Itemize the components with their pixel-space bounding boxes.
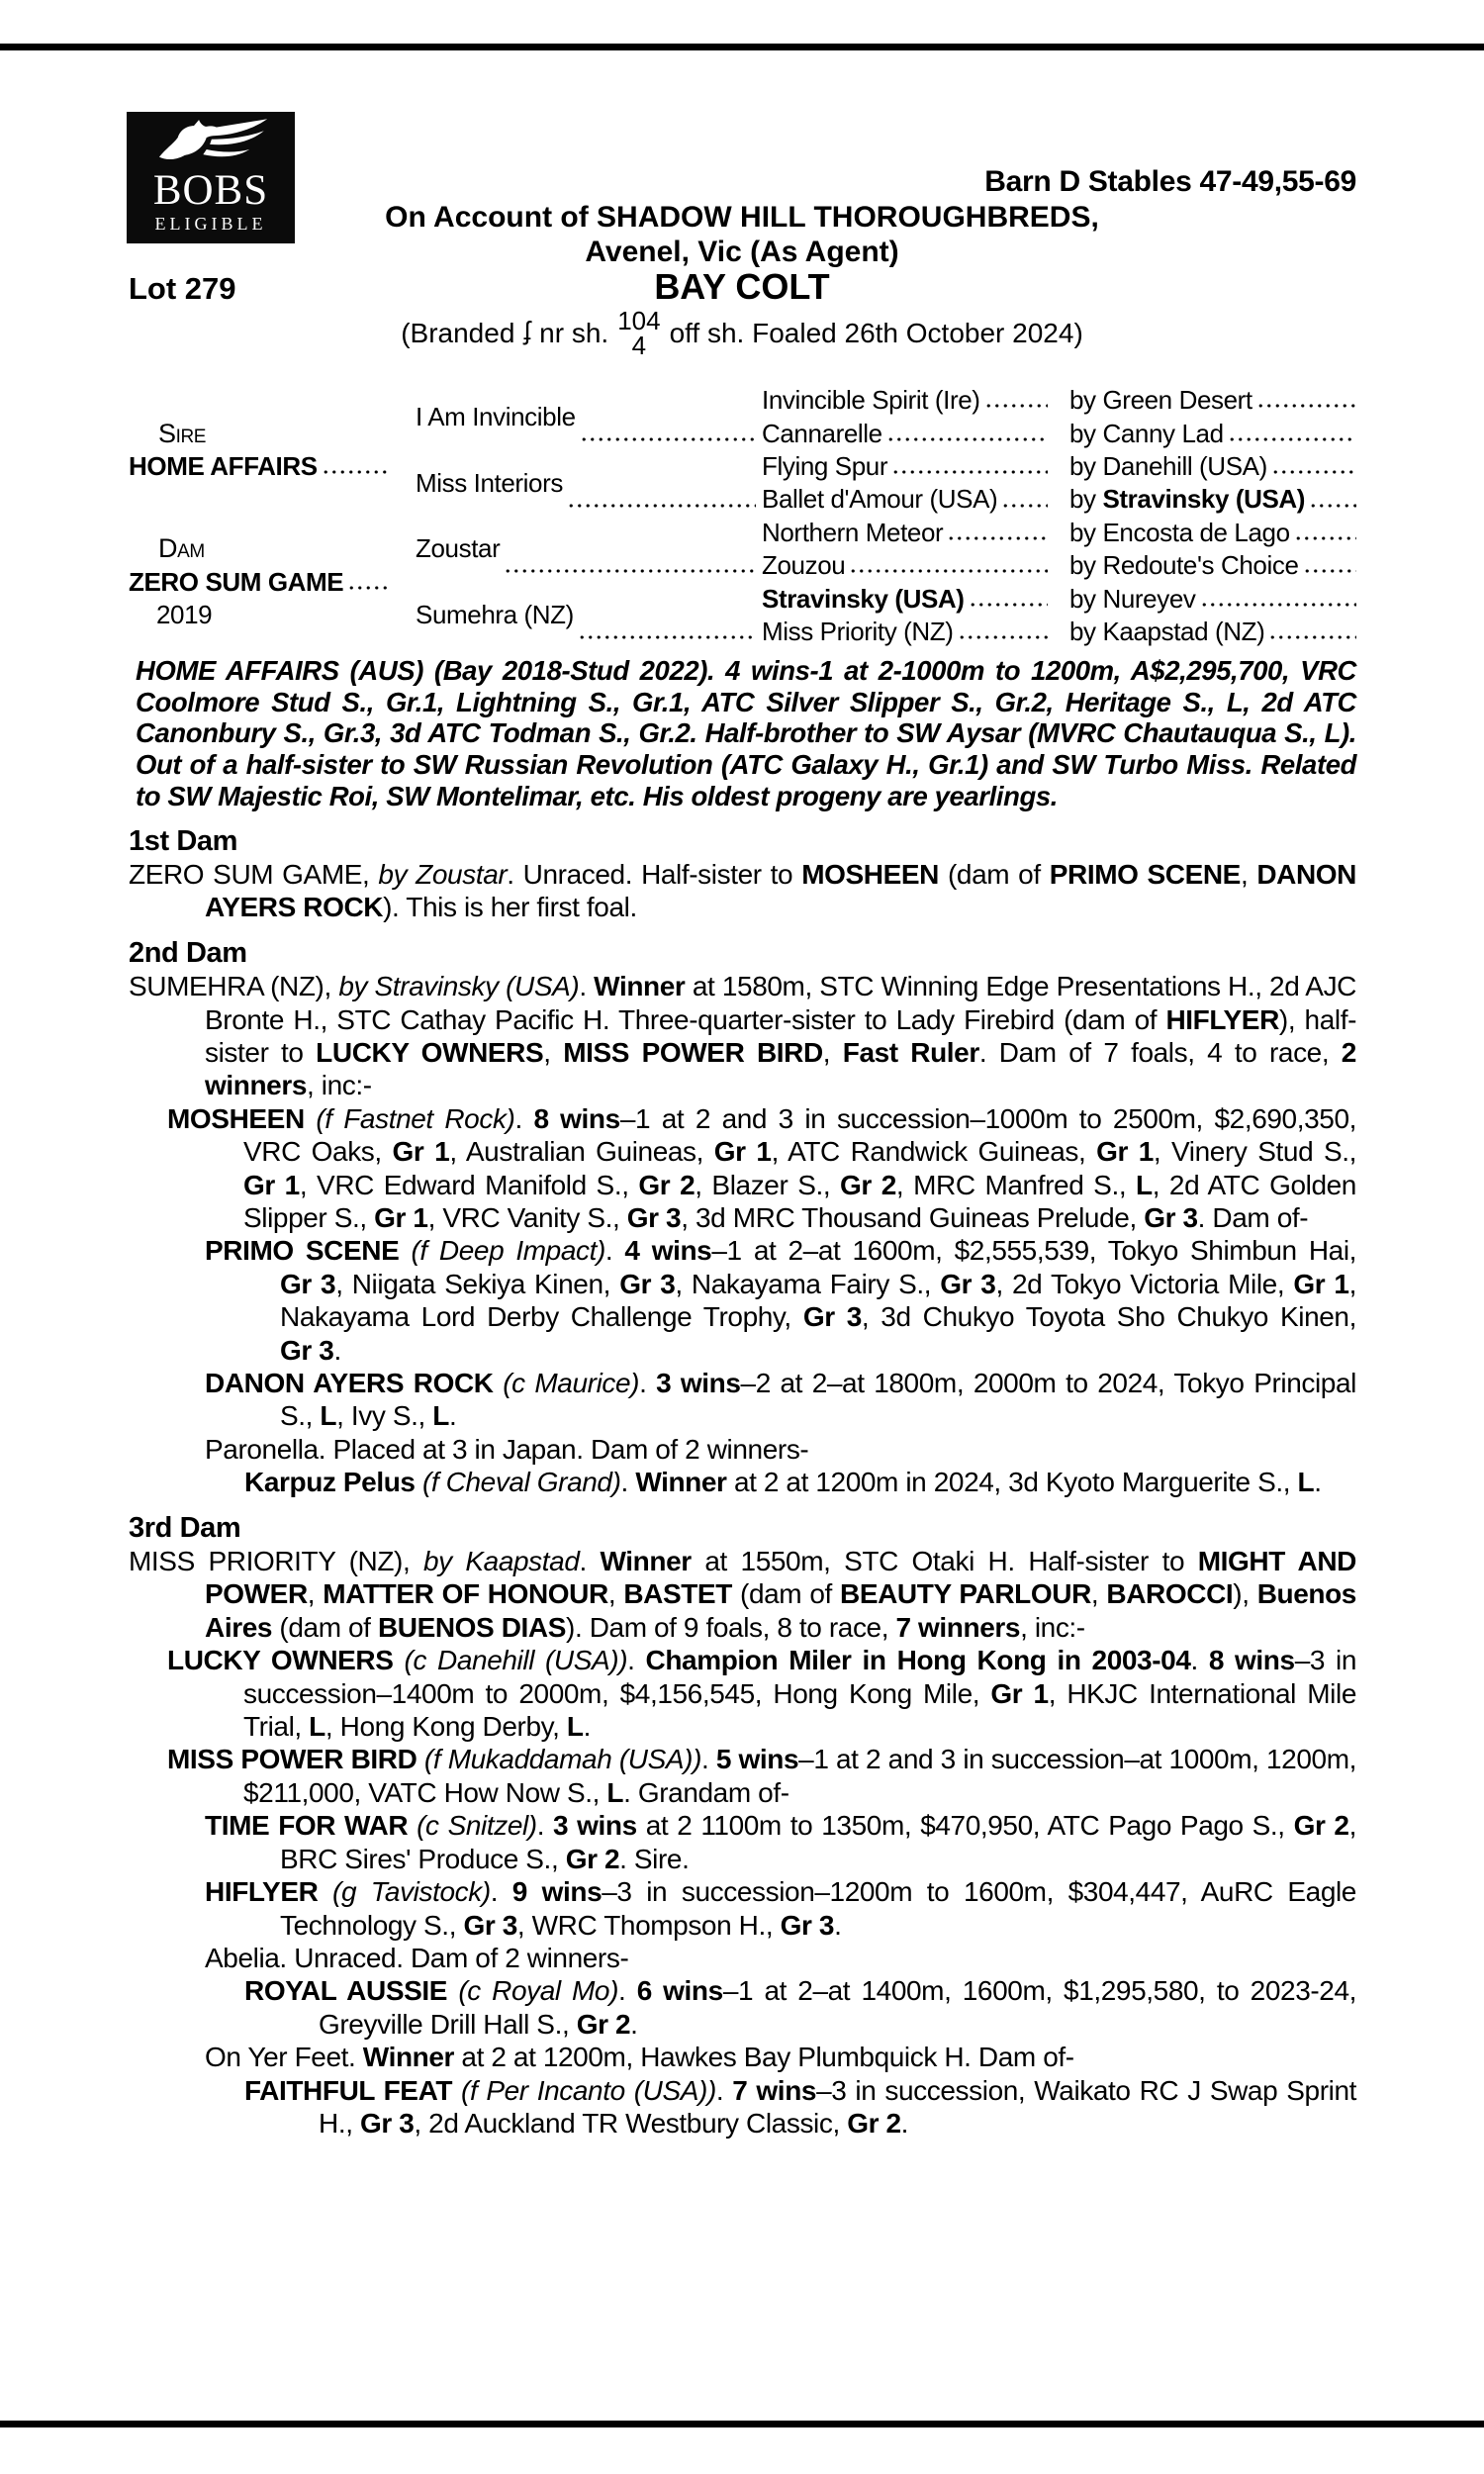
text-segment: Gr 3 <box>780 1909 835 1941</box>
text-segment: , Niigata Sekiya Kinen, <box>335 1268 620 1299</box>
text-segment: . <box>834 1909 842 1941</box>
ancestor-sire-text: by Encosta de Lago <box>1069 517 1290 547</box>
ancestor-sire <box>1069 582 1356 615</box>
ancestor-name <box>762 549 1069 582</box>
text-segment: . <box>1190 1645 1209 1676</box>
text-segment: Gr 2 <box>847 2107 901 2139</box>
ancestor-name-text: Miss Priority (NZ) <box>762 616 954 646</box>
ancestor-sire-text: by Green Desert <box>1069 385 1252 416</box>
text-segment: , BRC Sires' Produce S., <box>280 1810 1356 1874</box>
text-segment: 3 wins <box>656 1368 741 1399</box>
parent-name <box>416 517 762 583</box>
dot-leader <box>322 450 390 483</box>
text-segment: 7 winners <box>895 1611 1021 1643</box>
text-segment: –1 at 2–at 1400m, 1600m, $1,295,580, to 2023-24, Greyville Drill Hall S., <box>319 1975 1357 2040</box>
ancestor-sire-text: by Danehill (USA) <box>1069 450 1267 481</box>
progeny-entry <box>129 1974 1356 2041</box>
text-segment: BUENOS DIAS <box>377 1611 567 1643</box>
text-segment: . <box>583 1711 592 1743</box>
ancestor-name-text: Invincible Spirit (Ire) <box>762 385 980 416</box>
text-segment: 5 wins <box>715 1744 799 1775</box>
text-segment: 4 wins <box>624 1235 712 1267</box>
text-segment: PRIMO SCENE <box>205 1235 412 1267</box>
text-segment: Gr 1 <box>990 1677 1049 1709</box>
ancestor-name-text: Northern Meteor <box>762 517 944 547</box>
text-segment: Gr 1 <box>243 1169 300 1200</box>
parent-name <box>416 384 762 450</box>
text-segment: . <box>630 2008 638 2040</box>
text-segment: Gr 3 <box>463 1909 517 1941</box>
brand-symbol: ʄ <box>523 315 531 345</box>
text-segment: . <box>604 1235 625 1267</box>
bottom-rule <box>0 2421 1484 2427</box>
dot-leader <box>580 384 756 450</box>
logo-text-eligible: ELIGIBLE <box>154 214 267 234</box>
text-segment: Gr 1 <box>1293 1268 1349 1299</box>
text-segment: . <box>701 1744 716 1775</box>
parent-name-text: Sumehra (NZ) <box>416 600 574 630</box>
text-segment: –2 at 2–at 1800m, 2000m to 2024, Tokyo Principal S., <box>280 1368 1356 1432</box>
text-segment: –3 in succession–1400m to 2000m, $4,156,545, Hong Kong Mile, <box>243 1645 1357 1709</box>
text-segment: (f Mukaddamah (USA)) <box>423 1744 701 1775</box>
text-segment: Gr 3 <box>280 1334 334 1366</box>
dot-leader <box>1309 483 1356 516</box>
dam-year: 2019 <box>156 600 213 630</box>
dot-leader <box>1200 582 1357 615</box>
lot-number: Lot 279 <box>129 271 236 306</box>
dot-leader <box>567 450 756 517</box>
text-segment: Gr 3 <box>280 1268 336 1299</box>
text-segment: Champion Miler in Hong Kong in 2003-04 <box>645 1645 1191 1676</box>
text-segment: ). Dam of 9 foals, 8 to race, <box>566 1611 896 1643</box>
parent-name-text: Zoustar <box>416 533 501 564</box>
text-segment: Buenos Aires <box>205 1578 1356 1643</box>
ancestor-sire-name: Encosta de Lago <box>1102 517 1290 547</box>
dam-name: ZERO SUM GAME <box>129 566 416 599</box>
sire-label: Sire <box>158 418 207 448</box>
text-segment: (dam of <box>731 1578 841 1610</box>
ancestor-sire <box>1069 616 1356 648</box>
text-segment: , <box>607 1578 624 1610</box>
parent-name <box>416 582 762 648</box>
text-segment: . <box>639 1368 657 1399</box>
text-segment: SUMEHRA (NZ), <box>129 971 339 1002</box>
text-segment: . <box>900 2107 909 2139</box>
text-segment: . <box>579 1546 601 1577</box>
progeny-entry <box>129 1875 1356 1942</box>
pedigree-table <box>129 384 1356 648</box>
text-segment: , Nakayama Lord Derby Challenge Trophy, <box>280 1268 1356 1333</box>
ancestor-sire-text: by Kaapstad (NZ) <box>1069 616 1265 646</box>
text-segment: Gr 2 <box>840 1169 896 1200</box>
text-segment: . Grandam of- <box>623 1776 789 1808</box>
text-segment: . <box>579 971 595 1002</box>
text-segment: L <box>566 1711 584 1743</box>
progeny-entry <box>129 1809 1356 1875</box>
text-segment: , MRC Manfred S., <box>895 1169 1137 1200</box>
ancestor-sire-name: Redoute's Choice <box>1102 550 1299 581</box>
dot-leader <box>969 582 1048 615</box>
text-segment: at 2 1100m to 1350m, $470,950, ATC Pago Pago S., <box>636 1810 1294 1842</box>
brand-number <box>617 306 661 360</box>
sire-comment-paragraph: HOME AFFAIRS (AUS) (Bay 2018-Stud 2022). 4 wins-1 at 2-1000m to 1200m, A$2,295,700, VRC Coolmore Stud S., Gr.1, Lightning S., Gr.1, ATC Silver Slipper S., Gr.2, Heritage S., L, 2d ATC Canonbury S., Gr.3, 3d ATC Todman S., Gr.2. Half-brother to SW Aysar (MVRC Chautauqua S., L). Out of a half-sister to SW Russian Revolution (ATC Galaxy H., Gr.1) and SW Turbo Miss. Related to SW Majestic Roi, SW Montelimar, etc. His oldest progeny are yearlings. <box>136 655 1356 811</box>
text-segment: at 2 at 1200m, Hawkes Bay Plumbquick H. Dam of- <box>454 2042 1074 2073</box>
text-segment: at 1550m, STC Otaki H. Half-sister to <box>691 1546 1198 1577</box>
ancestor-name-text: Zouzou <box>762 550 846 581</box>
text-segment: (c Maurice) <box>503 1368 640 1399</box>
ancestor-name <box>762 616 1069 648</box>
dot-leader <box>578 582 756 648</box>
text-segment: . <box>333 1334 341 1366</box>
progeny-entry <box>129 1102 1356 1235</box>
dot-leader <box>958 616 1048 648</box>
progeny-entry <box>129 2041 1356 2073</box>
progeny-entry <box>129 2074 1356 2141</box>
sire-group <box>129 384 416 517</box>
text-segment: , Blazer S., <box>695 1169 841 1200</box>
text-segment: . <box>627 1645 646 1676</box>
text-segment: MISS POWER BIRD <box>563 1036 823 1068</box>
ancestor-sire <box>1069 549 1356 582</box>
text-segment: , Hong Kong Derby, <box>325 1711 567 1743</box>
text-segment: Gr 3 <box>802 1301 862 1333</box>
parent-name-text: Miss Interiors <box>416 467 563 498</box>
dot-leader <box>1268 616 1356 648</box>
ancestor-sire <box>1069 417 1356 449</box>
text-segment: 8 wins <box>1208 1645 1295 1676</box>
ancestor-sire <box>1069 450 1356 483</box>
text-segment: Gr 3 <box>940 1268 996 1299</box>
text-segment: , VRC Vanity S., <box>427 1201 627 1233</box>
parent-name-text: I Am Invincible <box>416 401 576 431</box>
text-segment: . <box>715 2074 733 2106</box>
text-segment: Gr 3 <box>626 1201 682 1233</box>
text-segment: Gr 2 <box>576 2008 631 2040</box>
text-segment: PRIMO SCENE <box>1049 858 1241 890</box>
text-segment: –1 at 2 and 3 in succession–1000m to 2500m, $2,690,350, VRC Oaks, <box>243 1102 1356 1168</box>
ancestor-name-text: Flying Spur <box>762 450 888 481</box>
text-segment: MISS PRIORITY (NZ), <box>129 1546 423 1577</box>
ancestor-sire-name: Nureyev <box>1102 583 1196 614</box>
ancestor-sire-text: by Canny Lad <box>1069 418 1224 448</box>
text-segment: Gr 3 <box>619 1268 676 1299</box>
text-segment: (dam of <box>939 858 1050 890</box>
text-segment: FAITHFUL FEAT <box>244 2074 462 2106</box>
text-segment: , Ivy S., <box>336 1400 433 1432</box>
brand-number-top: 104 <box>617 306 661 335</box>
sire-name: HOME AFFAIRS <box>129 450 416 483</box>
section-heading: 2nd Dam <box>129 936 247 969</box>
text-segment: 2 winners <box>205 1036 1356 1101</box>
dot-leader <box>347 566 390 599</box>
text-segment: , <box>1090 1578 1107 1610</box>
ancestor-sire-name: Canny Lad <box>1102 418 1224 448</box>
text-segment: HIFLYER <box>205 1876 333 1908</box>
text-segment: . <box>449 1400 457 1432</box>
dam-sections <box>129 825 1356 2141</box>
text-segment: . <box>1314 1467 1322 1498</box>
text-segment: Gr 2 <box>565 1843 620 1874</box>
horse-title: BAY COLT <box>654 266 830 307</box>
text-segment: Gr 1 <box>374 1201 428 1233</box>
barn-location: Barn D Stables 47-49,55-69 <box>984 165 1356 198</box>
text-segment: , <box>543 1036 564 1068</box>
text-segment: , 3d MRC Thousand Guineas Prelude, <box>681 1201 1145 1233</box>
ancestor-sire <box>1069 483 1356 516</box>
dot-leader <box>1271 450 1356 483</box>
brand-near-shoulder-label: nr sh. <box>539 318 609 348</box>
text-segment: . Sire. <box>619 1843 690 1874</box>
ancestor-name <box>762 483 1069 516</box>
progeny-entry <box>129 1743 1356 1809</box>
top-rule <box>0 44 1484 50</box>
text-segment: –1 at 2 and 3 in succession–at 1000m, 1200m, $211,000, VATC How Now S., <box>243 1744 1356 1808</box>
text-segment: L <box>309 1711 325 1743</box>
dot-leader <box>886 417 1048 449</box>
ancestor-name <box>762 450 1069 483</box>
text-segment: , WRC Thompson H., <box>516 1909 781 1941</box>
dam-paragraph <box>129 1545 1356 1644</box>
text-segment: 9 wins <box>511 1876 603 1908</box>
progeny-entry <box>129 1942 1356 1974</box>
text-segment: . Dam of- <box>1197 1201 1309 1233</box>
text-segment: ), half-sister to <box>205 1003 1356 1068</box>
text-segment: (f Fastnet Rock) <box>316 1102 515 1134</box>
text-segment: , 2d ATC Golden Slipper S., <box>243 1169 1356 1233</box>
ancestor-name <box>762 517 1069 549</box>
text-segment: Gr 3 <box>1144 1201 1198 1233</box>
text-segment: . Unraced. Half-sister to <box>507 858 802 890</box>
dot-leader <box>1303 549 1356 582</box>
progeny-entry <box>129 1466 1356 1498</box>
pedigree-text <box>129 655 1356 2140</box>
progeny-entry <box>129 1234 1356 1367</box>
text-segment: Gr 3 <box>359 2107 415 2139</box>
dam-group <box>129 517 416 649</box>
dot-leader <box>1001 483 1048 516</box>
text-segment: Abelia. Unraced. Dam of 2 winners- <box>205 1942 629 1973</box>
text-segment: (f Deep Impact) <box>411 1235 605 1267</box>
progeny-entry <box>129 1433 1356 1466</box>
text-segment: ), <box>1233 1578 1257 1610</box>
ancestor-sire-text: by Nureyev <box>1069 583 1196 614</box>
logo-text-bobs: BOBS <box>152 167 269 214</box>
progeny-entry <box>129 1644 1356 1743</box>
text-segment: ). This is her first foal. <box>383 892 637 923</box>
brand-suffix: off sh. Foaled 26th October 2024) <box>669 318 1083 348</box>
ancestor-name-text: Stravinsky (USA) <box>762 583 965 614</box>
section-heading: 1st Dam <box>129 824 238 857</box>
text-segment: 8 wins <box>533 1102 620 1134</box>
text-segment: Fast Ruler <box>842 1036 979 1068</box>
text-segment: L <box>432 1400 449 1432</box>
text-segment: ROYAL AUSSIE <box>244 1975 459 2007</box>
text-segment: Gr 2 <box>638 1169 696 1200</box>
text-segment: (dam of <box>272 1611 378 1643</box>
text-segment: (c Royal Mo) <box>458 1975 619 2007</box>
ancestor-sire <box>1069 517 1356 549</box>
text-segment: MATTER OF HONOUR <box>323 1578 608 1610</box>
ancestor-sire-name: Danehill (USA) <box>1102 450 1267 481</box>
text-segment: Paronella. Placed at 3 in Japan. Dam of 2 winners- <box>205 1433 809 1465</box>
dot-leader <box>947 517 1048 549</box>
text-segment: L <box>606 1776 624 1808</box>
text-segment: (f Cheval Grand) <box>421 1467 621 1498</box>
ancestor-name <box>762 384 1069 417</box>
text-segment: L <box>320 1400 337 1432</box>
text-segment: , Australian Guineas, <box>449 1136 714 1168</box>
text-segment: by Stravinsky (USA) <box>338 971 580 1002</box>
text-segment: BEAUTY PARLOUR <box>840 1578 1091 1610</box>
ancestor-name-text: Cannarelle <box>762 418 882 448</box>
text-segment: MIGHT AND POWER <box>205 1546 1356 1610</box>
text-segment: MOSHEEN <box>801 858 939 890</box>
ancestor-name <box>762 417 1069 449</box>
text-segment: –1 at 2–at 1600m, $2,555,539, Tokyo Shimbun Hai, <box>711 1235 1357 1267</box>
text-segment: Winner <box>594 971 686 1002</box>
ancestor-sire-name: Kaapstad (NZ) <box>1102 616 1265 646</box>
text-segment: . <box>514 1102 534 1134</box>
text-segment: Gr 1 <box>713 1136 772 1168</box>
text-segment: Winner <box>600 1546 692 1577</box>
text-segment: BASTET <box>623 1578 732 1610</box>
dot-leader <box>1294 517 1356 549</box>
text-segment: . <box>536 1810 554 1842</box>
text-segment: by Kaapstad <box>422 1546 580 1577</box>
text-segment: , <box>822 1036 843 1068</box>
text-segment: Winner <box>362 2042 455 2073</box>
text-segment: , ATC Randwick Guineas, <box>771 1136 1097 1168</box>
text-segment: Gr 2 <box>1293 1810 1349 1842</box>
dot-leader <box>849 549 1048 582</box>
brand-number-bottom: 4 <box>631 331 647 360</box>
text-segment: (f Per Incanto (USA)) <box>461 2074 716 2106</box>
text-segment: , 2d Tokyo Victoria Mile, <box>995 1268 1294 1299</box>
consignor-location: Avenel, Vic (As Agent) <box>585 236 899 268</box>
dot-leader <box>984 384 1048 417</box>
text-segment: LUCKY OWNERS <box>316 1036 544 1068</box>
text-segment: TIME FOR WAR <box>205 1810 417 1842</box>
text-segment: Gr 1 <box>1096 1136 1154 1168</box>
text-segment: –3 in succession–1200m to 1600m, $304,447, AuRC Eagle Technology S., <box>280 1876 1356 1941</box>
text-segment: , <box>1240 858 1257 890</box>
text-segment: Gr 1 <box>392 1136 450 1168</box>
text-segment: at 1580m, STC Winning Edge Presentations H., 2d AJC Bronte H., STC Cathay Pacific H. Three-quarter-sister to Lady Firebird (dam of <box>205 971 1356 1035</box>
text-segment: (c Snitzel) <box>417 1810 537 1842</box>
text-segment: L <box>1297 1467 1315 1498</box>
text-segment: , VRC Edward Manifold S., <box>299 1169 639 1200</box>
text-segment: DANON AYERS ROCK <box>205 1368 504 1399</box>
progeny-entry <box>129 1367 1356 1433</box>
text-segment: , <box>307 1578 324 1610</box>
text-segment: MOSHEEN <box>167 1102 317 1134</box>
parent-name <box>416 450 762 517</box>
consignor-line: On Account of SHADOW HILL THOROUGHBREDS, <box>385 201 1099 234</box>
text-segment: DANON AYERS ROCK <box>205 858 1357 923</box>
ancestor-sire-name: Green Desert <box>1102 385 1252 416</box>
text-segment: at 2 at 1200m in 2024, 3d Kyoto Marguerite S., <box>726 1467 1298 1498</box>
dot-leader <box>1228 417 1356 449</box>
dot-leader <box>891 450 1048 483</box>
text-segment: On Yer Feet. <box>205 2042 363 2073</box>
ancestor-name-text: Ballet d'Amour (USA) <box>762 484 998 515</box>
dam-paragraph <box>129 858 1356 924</box>
brand-prefix: (Branded <box>401 318 515 348</box>
text-segment: . <box>618 1975 637 2007</box>
text-segment: (g Tavistock) <box>332 1876 491 1908</box>
text-segment: Karpuz Pelus <box>244 1467 422 1498</box>
text-segment: , HKJC International Mile Trial, <box>243 1677 1356 1743</box>
text-segment: BAROCCI <box>1106 1578 1234 1610</box>
dam-label: Dam <box>158 533 205 564</box>
text-segment: by Zoustar <box>378 858 508 890</box>
text-segment: . <box>620 1467 636 1498</box>
text-segment: MISS POWER BIRD <box>167 1744 424 1775</box>
section-heading: 3rd Dam <box>129 1511 241 1544</box>
dot-leader <box>504 517 756 583</box>
text-segment: , 2d Auckland TR Westbury Classic, <box>414 2107 848 2139</box>
text-segment: (c Danehill (USA)) <box>404 1645 628 1676</box>
ancestor-sire-text: by Stravinsky (USA) <box>1069 484 1306 515</box>
text-segment: . <box>490 1876 512 1908</box>
ancestor-sire-text: by Redoute's Choice <box>1069 550 1299 581</box>
text-segment: , inc:- <box>307 1070 372 1101</box>
dot-leader <box>1256 384 1356 417</box>
text-segment: –3 in succession, Waikato RC J Swap Sprint H., <box>319 2074 1356 2139</box>
ancestor-name <box>762 582 1069 615</box>
text-segment: ZERO SUM GAME, <box>129 858 379 890</box>
text-segment: LUCKY OWNERS <box>167 1645 405 1676</box>
brand-line <box>0 306 1484 360</box>
ancestor-sire-name: Stravinsky (USA) <box>1102 484 1306 515</box>
text-segment: , inc:- <box>1020 1611 1085 1643</box>
text-segment: 7 wins <box>732 2074 817 2106</box>
text-segment: HIFLYER <box>1165 1003 1279 1035</box>
text-segment: 6 wins <box>636 1975 723 2007</box>
text-segment: , 3d Chukyo Toyota Sho Chukyo Kinen, <box>861 1301 1356 1333</box>
text-segment: , Vinery Stud S., <box>1153 1136 1357 1168</box>
ancestor-sire <box>1069 384 1356 417</box>
text-segment: L <box>1136 1169 1153 1200</box>
horse-head-icon <box>147 118 274 169</box>
text-segment: 3 wins <box>553 1810 637 1842</box>
text-segment: , Nakayama Fairy S., <box>675 1268 941 1299</box>
text-segment: Winner <box>635 1467 727 1498</box>
dam-paragraph <box>129 970 1356 1102</box>
text-segment: . Dam of 7 foals, 4 to race, <box>978 1036 1342 1068</box>
